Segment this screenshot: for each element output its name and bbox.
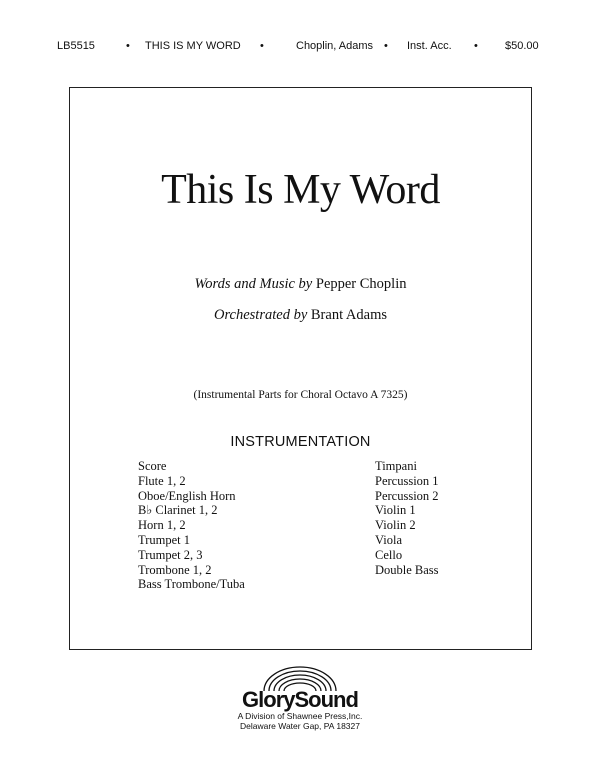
list-item: Trumpet 1 <box>138 532 190 547</box>
words-credit <box>70 276 531 293</box>
list-item: B♭ Clarinet 1, 2 <box>138 503 218 518</box>
list-item: Timpani <box>375 459 417 473</box>
list-item: Percussion 1 <box>375 473 439 488</box>
orchestration-credit <box>70 307 531 324</box>
words-prefix: Words and Music by <box>194 276 313 292</box>
list-item: Score <box>138 459 167 473</box>
page-title: This Is My Word <box>161 167 440 213</box>
instrument-list-right <box>375 459 439 577</box>
list-item: Oboe/English Horn <box>138 488 236 503</box>
list-item: Double Bass <box>375 562 439 577</box>
orchestrator-name: Brant Adams <box>310 307 388 323</box>
cover-frame <box>69 87 532 650</box>
instrumentation-heading: INSTRUMENTATION <box>230 434 371 450</box>
parts-note: (Instrumental Parts for Choral Octavo A 7325) <box>193 389 408 401</box>
logo-wordmark: GlorySound <box>242 687 358 712</box>
list-item: Percussion 2 <box>375 488 439 503</box>
list-item: Violin 1 <box>375 503 416 518</box>
catalog-number: LB5515 <box>57 40 95 52</box>
list-item: Flute 1, 2 <box>138 473 186 488</box>
bullet: • <box>474 40 478 52</box>
header-authors: Choplin, Adams <box>296 40 374 52</box>
bullet: • <box>384 40 388 52</box>
composer-name: Pepper Choplin <box>315 276 407 292</box>
list-item: Cello <box>375 547 403 562</box>
bullet: • <box>260 40 264 52</box>
publisher-division: A Division of Shawnee Press,Inc. <box>237 711 363 721</box>
instrument-list-left <box>138 459 245 592</box>
publisher-logo <box>225 665 375 765</box>
list-item: Trumpet 2, 3 <box>138 547 203 562</box>
list-item: Horn 1, 2 <box>138 518 186 533</box>
header-price: $50.00 <box>505 40 539 52</box>
list-item: Bass Trombone/Tuba <box>138 577 245 592</box>
list-item: Viola <box>375 532 403 547</box>
header-edition: Inst. Acc. <box>407 40 452 52</box>
header-title: THIS IS MY WORD <box>145 40 241 52</box>
publisher-address: Delaware Water Gap, PA 18327 <box>239 721 360 731</box>
orch-prefix: Orchestrated by <box>213 307 308 323</box>
catalog-header <box>0 40 600 56</box>
list-item: Violin 2 <box>375 518 416 533</box>
bullet: • <box>126 40 130 52</box>
list-item: Trombone 1, 2 <box>138 562 212 577</box>
